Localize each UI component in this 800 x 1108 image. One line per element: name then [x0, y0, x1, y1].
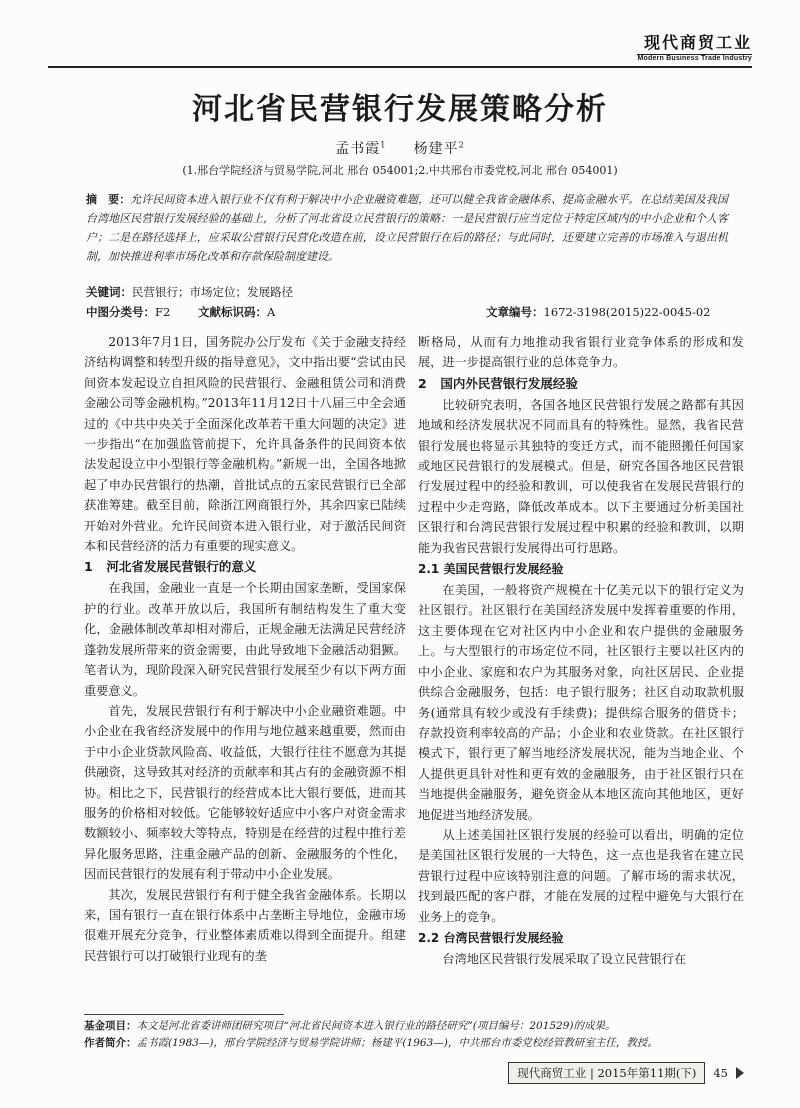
- author-1: 孟书霞: [335, 141, 381, 157]
- author-1-mark: 1: [380, 140, 387, 150]
- paragraph: 在我国，金融业一直是一个长期由国家垄断，受国家保护的行业。改革开放以后，我国所有制结构发生了重大变化，金融体制改革却相对滞后，正规金融无法满足民营经济蓬勃发展所带来的资金需要，由此导致地下金融活动猖獗。笔者认为，现阶段深入研究民营银行发展至少有以下两方面重要意义。: [84, 581, 406, 698]
- subsection-title: 美国民营银行发展经验: [443, 562, 564, 577]
- keywords-text: 民营银行；市场定位；发展路径: [132, 285, 293, 299]
- section-heading-2: [418, 374, 744, 394]
- clc-label: 中图分类号：: [86, 305, 155, 319]
- section-number: 1: [84, 559, 93, 575]
- author-2-mark: 2: [458, 140, 465, 150]
- footnote-rule: [84, 1014, 284, 1015]
- footer-issue: 2015年第11期(下): [597, 1066, 697, 1080]
- subsection-number: 2.2: [418, 930, 440, 945]
- paragraph: 断格局，从而有力地推动我省银行业竞争体系的形成和发展，进一步提高银行业的总体竞争力。: [418, 335, 744, 370]
- abstract: [86, 190, 728, 266]
- subsection-number: 2.1: [418, 562, 440, 577]
- journal-masthead: [637, 30, 752, 62]
- masthead-cn: 现代商贸工业: [643, 33, 752, 52]
- left-column: [84, 332, 406, 966]
- subsection-title: 台湾民营银行发展经验: [443, 930, 564, 945]
- section-title: 国内外民营银行发展经验: [440, 375, 578, 391]
- author-note: [84, 1035, 744, 1052]
- author-label: 作者简介：: [84, 1037, 137, 1049]
- right-column: [418, 332, 744, 969]
- next-page-arrow-icon: [736, 1067, 744, 1079]
- masthead-en: Modern Business Trade Industry: [637, 55, 752, 62]
- affiliation: (1.邢台学院经济与贸易学院,河北 邢台 054001;2.中共邢台市委党校,河北 邢台 054001): [182, 164, 618, 177]
- paragraph: 台湾地区民营银行发展采取了设立民营银行在: [442, 951, 687, 966]
- section-number: 2: [418, 375, 427, 391]
- author-text: 孟书霞(1983—)，邢台学院经济与贸易学院讲师；杨建平(1963—)，中共邢台市委党校经管教研室主任，教授。: [136, 1037, 658, 1049]
- paragraph: 从上述美国社区银行发展的经验可以看出，明确的定位是美国社区银行发展的一大特色，这一点也是我省在建立民营银行过程中应该特别注意的问题。了解市场的需求状况，找到最匹配的客户群，才能在发展的过程中避免与大银行在业务上的竞争。: [418, 827, 744, 924]
- article-number: [486, 304, 710, 320]
- fund-text: 本文是河北省委讲师团研究项目“河北省民间资本进入银行业的路径研究”(项目编号：201529)的成果。: [136, 1020, 616, 1032]
- abstract-label: 摘 要：: [86, 193, 131, 206]
- fund-label: 基金项目：: [84, 1020, 137, 1032]
- paragraph: 在美国，一般将资产规模在十亿美元以下的银行定义为社区银行。社区银行在美国经济发展中发挥着重要的作用，这主要体现在它对社区内中小企业和农户提供的金融服务上。与大型银行的市场定位不同，社区银行主要以社区内的中小企业、家庭和农户为其服务对象，向社区居民、企业提供综合金融服务，包括：电子银行服务；社区自动取款机服务(通常具有较少或没有手续费)；提供综合服务的借贷卡；存款投资利率较高的产品；小企业和农业贷款。在社区银行模式下，银行更了解当地经济发展状况，能为当地企业、个人提供更具针对性和更有效的金融服务，由于社区银行只在当地提供金融服务，避免资金从本地区流向其他地区，更好地促进当地经济发展。: [418, 583, 744, 822]
- top-rule: [48, 66, 752, 68]
- keywords: [86, 284, 293, 300]
- page-number: 45: [713, 1066, 728, 1080]
- fund-note: [84, 1018, 744, 1035]
- paragraph: 其次，发展民营银行有利于健全我省金融体系。长期以来，国有银行一直在银行体系中占垄断主导地位，金融市场很难开展充分竞争，行业整体素质难以得到全面提升。组建民营银行可以打破银行业现有的垄: [84, 887, 406, 963]
- author-2: 杨建平: [413, 141, 459, 157]
- clc-number: [86, 304, 170, 320]
- subsection-heading-2-2: [418, 928, 744, 948]
- page-footer: [508, 1062, 744, 1084]
- art-label: 文章编号：: [486, 305, 544, 319]
- paragraph: 首先，发展民营银行有利于解决中小企业融资难题。中小企业在我省经济发展中的作用与地位越来越重要，然而由于中小企业贷款风险高、收益低，大银行往往不愿意为其提供融资，这导致其对经济的贡献率和其占有的金融资源不相协。相比之下，民营银行的经营成本比大银行要低，进而其服务的价格相对较低。它能够较好适应中小客户对资金需求数额较小、频率较大等特点，特别是在经营的过程中推行差异化服务思路，注重金融产品的创新、金融服务的个性化，因而民营银行的发展有利于带动中小企业发展。: [84, 703, 406, 882]
- clc-value: F2: [155, 305, 171, 319]
- article-title: 河北省民营银行发展策略分析: [192, 92, 608, 127]
- abstract-text: 允许民间资本进入银行业不仅有利于解决中小企业融资难题，还可以健全我省金融体系、提高金融水平。在总结美国及我国台湾地区民营银行发展经验的基础上，分析了河北省设立民营银行的策略：一是民营银行应当定位于特定区域内的中小企业和个人客户；二是在路径选择上，应采取公营银行民营化改造在前，设立民营银行在后的路径；与此同时，还要建立完善的市场准入与退出机制，加快推进利率市场化改革和存款保险制度建设。: [86, 193, 728, 263]
- section-title: 河北省发展民营银行的意义: [106, 559, 257, 575]
- keywords-label: 关键词：: [86, 285, 132, 299]
- authors: [0, 138, 800, 158]
- art-value: 1672-3198(2015)22-0045-02: [543, 305, 711, 319]
- footer-journal: 现代商贸工业 | 2015年第11期(下): [508, 1062, 705, 1084]
- subsection-heading-2-1: [418, 559, 744, 579]
- paragraph: 比较研究表明，各国各地区民营银行发展之路都有其因地域和经济发展状况不同而具有的特殊性。显然，我省民营银行发展也将显示其独特的变迁方式，而不能照搬任何国家或地区民营银行的发展模式。但是，研究各国各地区民营银行发展过程中的经验和教训，可以使我省在发展民营银行的过程中少走弯路，降低改革成本。以下主要通过分析美国社区银行和台湾民营银行发展过程中积累的经验和教训，以期能为我省民营银行发展得出可行思路。: [418, 397, 744, 555]
- doc-label: 文献标识码：: [198, 305, 267, 319]
- section-heading-1: [84, 557, 406, 577]
- footer-journal-name: 现代商贸工业: [517, 1066, 587, 1080]
- doc-code: [198, 304, 275, 320]
- footnotes: [84, 1018, 744, 1052]
- doc-value: A: [267, 305, 276, 319]
- paragraph: 2013年7月1日，国务院办公厅发布《关于金融支持经济结构调整和转型升级的指导意见》，文中指出要“尝试由民间资本发起设立自担风险的民营银行、金融租赁公司和消费金融公司等金融机构。”2013年11月12日十八届三中全会通过的《中共中央关于全面深化改革若干重大问题的决定》进一步指出“在加强监管前提下，允许具备条件的民间资本依法发起设立中小型银行等金融机构。”新规一出，全国各地掀起了申办民营银行的热潮，首批试点的五家民营银行已全部获准筹建。截至目前，除浙江网商银行外，其余四家已陆续开始对外营业。允许民间资本进入银行业，对于激活民间资本和民营经济的活力有重要的现实意义。: [84, 335, 406, 554]
